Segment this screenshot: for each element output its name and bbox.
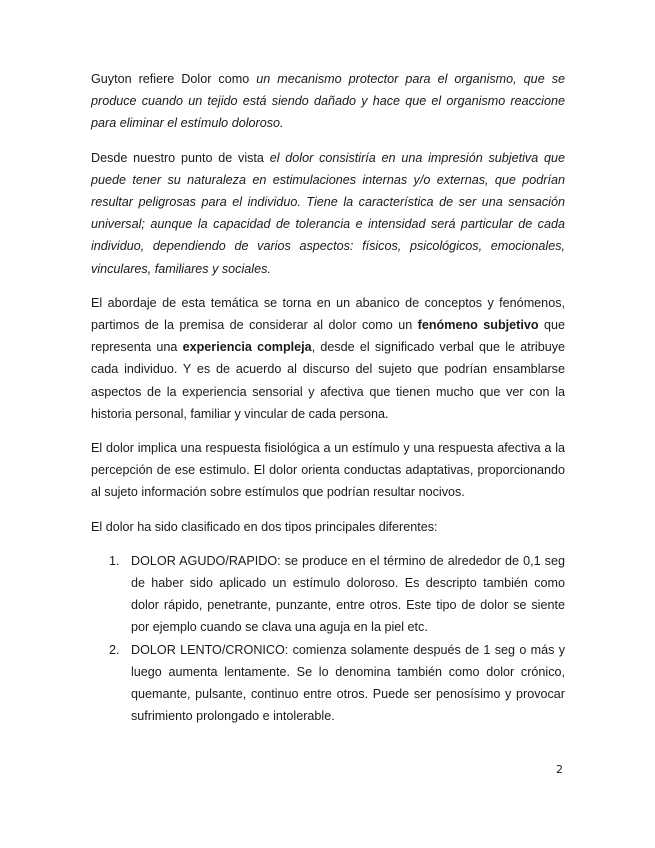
pain-types-list [91,550,565,728]
paragraph-text: , desde el significado verbal que le atribuye cada individuo. Y es de acuerdo al discurso del sujeto que podrían ensamblarse aspectos de la experiencia sensorial y afectiva que tienen mucho que ver con la historia personal, familiar y vincular de cada persona. [91,340,565,421]
bold-term: experiencia compleja [182,340,312,355]
list-item [91,639,565,728]
italic-quote: el dolor consistiría en una impresión subjetiva que puede tener su naturaleza en estimulaciones internas y/o externas, que podrían resultar peligrosas para el individuo. Tiene la característica de ser una sensación universal; aunque la capacidad de tolerancia e intensidad será particular de cada individuo, dependiendo de varios aspectos: físicos, psicológicos, emocionales, vinculares, familiares y sociales. [91,150,565,276]
list-item-text: DOLOR LENTO/CRONICO: comienza solamente después de 1 seg o más y luego aumenta lentamente. Se lo denomina también como dolor crónico, quemante, pulsante, continuo entre otros. Puede ser penosísimo y provocar sufrimiento prolongado e intolerable. [131,642,565,724]
list-item-number: 1. [109,553,120,568]
paragraph-physiological-response: El dolor implica una respuesta fisiológica a un estímulo y una respuesta afectiva a la percepción de ese estimulo. El dolor orienta conductas adaptativas, proporcionando al sujeto información sobre estímulos que podrían resultar nocivos. [91,441,565,500]
italic-quote: un mecanismo protector para el organismo, que se produce cuando un tejido está siendo dañado y hace que el organismo reaccione para eliminar el estímulo doloroso. [91,72,566,131]
paragraph-text: Desde nuestro punto de vista [91,150,270,165]
paragraph-classification-intro: El dolor ha sido clasificado en dos tipos principales diferentes: [91,519,438,534]
list-item-number: 2. [109,642,120,657]
paragraph-guyton-definition [91,68,565,135]
list-item [91,550,565,639]
paragraph-approach [91,292,565,425]
paragraph-point-of-view [91,147,565,280]
paragraph-text: que representa una [91,318,565,355]
list-item-text: DOLOR AGUDO/RAPIDO: se produce en el término de alrededor de 0,1 seg de haber sido aplicado un estímulo doloroso. Es descripto también como dolor rápido, penetrante, punzante, entre otros. Este tipo de dolor se siente por ejemplo cuando se clava una aguja en la piel etc. [131,553,565,635]
document-body [91,68,565,727]
page-number: 2 [556,763,563,776]
paragraph-text: El abordaje de esta temática se torna en un abanico de conceptos y fenómenos, partimos de la premisa de considerar al dolor como un [91,295,565,333]
bold-term: fenómeno subjetivo [417,318,539,333]
paragraph-text: Guyton refiere Dolor como [91,72,257,86]
